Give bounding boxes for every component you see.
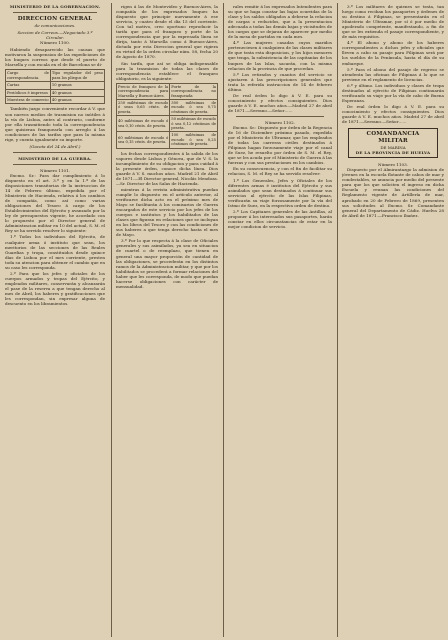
table-row — [117, 99, 218, 115]
paragraph: 5.º Para el abono del pasaje de regreso se atenderán las oficinas de Filipinas á lo que se previene en el reglamento de licencias. — [342, 66, 444, 82]
paragraph: Excmo. Sr.: Para dar cumplimiento á lo dispuesto en el art. 3.º y en la 1.ª de las disposiciones transitorias de la instruccion de 14 de Febrero último, expedida por el Ministerio de Hacienda, relativa á los cambios de compañía, como así como varias obligaciones del Tesoro á cargo de los Establecimientos del Ejército y avanzado por la ley de presupuestos vigente, he acordado con lo propuesto por el Director general de Administracion militar en 10 del actual, S. M. el Rey se ha servido resolver lo siguiente: — [5, 172, 105, 234]
column-rule — [337, 3, 338, 637]
circular-label: Circular. — [46, 35, 64, 41]
table-cell: Cartas — [6, 82, 51, 89]
paragraph: 2.º Los Capitanes generales de las Antillas, al proponer á los interesados sus pasaportes, harán constar en ellos circunstancias de estar en la mejor condicion de servicio. — [228, 208, 332, 229]
table-row — [6, 97, 105, 104]
paragraph: 1.º Todos los individuos del Ejército, de cualquier arma ó instituto que sean, los meritorios de las secciones de las Reales Guardias y tropa, constituidos desde quince días de Lisboa por el mes corriente, presten toda su atencion para obtener el cambio que en su caso les corresponda. — [5, 234, 105, 270]
paragraph: 4.º Las mujeres casadas cuyos maridos perteneciesen á cualquiera de las clases militares de que trata esta disposicion, y los hijos menores que tenga, la subsistencia de las capitanías de los buques de las Islas, sacarán, con la misma relacion de la provincia de que procedan. — [228, 40, 332, 71]
paragraph: De real órden lo digo á V. E. para su conocimiento y efectos consiguientes. Dios guarde á V. E. muchos años. Madrid 27 de abril de 1871.—Serrano.—Señor…… — [342, 103, 444, 125]
postage-table — [5, 69, 105, 104]
table-row — [6, 82, 105, 89]
number-label: Número 1100. — [40, 40, 70, 46]
paragraph: 3.º Por lo que respecta á la clase de Oficiales generales y sus asimilados, ya sea en situacion de cuartel o de reemplazo, que tienen en general una mayor proporción de cantidad de las obligaciones, se procederán en los distintos ramos de la Administracion militar, y que por los habilitados se procederá a formar relaciones del haber que les corresponda, de modo que puedan hacerse obligaciones con carácter de mensualidad. — [116, 238, 218, 289]
column-3 — [228, 4, 332, 636]
table-cell: 60 milésimas de escudo ó sea 0,15 cénts. de peseta. — [117, 132, 170, 148]
column-1 — [5, 4, 105, 636]
paragraph: mientras á la revista administrativa puedan cumplir lo dispuesto en el artículo anterior, al verificarse dicha acto en el próximo mes de Mayo se facilitarán á los comisarios de Guerra encargados de este servicio por los jefes de los cuerpos e institutos y los habilitados de las clases que figuran en relaciones que se incluyan en los libros del Tesoro y con las condiciones de sus haberes a que tenga derecho hasta el mes de Mayo. — [116, 186, 218, 238]
ministry-heading: MINISTERIO DE LA GUERRA. — [18, 155, 92, 161]
paragraph: Sin tarifa, que así se obliga indispensable para la trasmision de todas las clases de correspondencia establece el franqueo obligatorio, es la siguiente: — [116, 60, 218, 81]
box-subtitle: DE MARINA — [380, 145, 406, 151]
paragraph: También juzgo conveniente recordar á V. que son nuevos medios de trasmision no inútiles á la vía de Lisboa, antes al contrario, conforme por ella trasmitiendo toda la correspondencia que quisieran franquearla con arreglo á las condiciones de las tarifas que para la misma rige, y cuenta igualmente su importe. — [5, 106, 105, 142]
table-row — [117, 132, 218, 148]
paragraph: Excmo. Sr.: Dispuesto por órden de la Regencia de 16 de Diciembre próximo pasado, expedida por el Ministerio de Ultramar, que los empleados de todas las carreras civiles destinados á Filipinas hagan forzosamente viaje por el canal de Suez, he resuelto por órden de S. M. el Rey, que se les acuda por el Ministerio de Guerra á las fuerzas y con sus prestaciones en los cambios. — [228, 125, 332, 166]
paragraph: 3.º Los militares de quienes se trata, tan luego como reciban los pasaportes y órdenes de su destino á Filipinas, se presentarán en el Ministerio de Ultramar, por sí ó por medio de apoderado competente, manifestando, a fin de que se les extienda el pasaje correspondiente, y de más requisitos. — [342, 4, 444, 40]
paragraph: 4.º El abono y abono de los haberes correspondientes a dichos jefes y oficiales que lleven a cabo su pasaje para Filipinas será por los sueldos de la Península, hasta el día de su embarque. — [342, 40, 444, 66]
gazette-ref: (Gaceta del 24 de Abril.) — [29, 143, 81, 149]
paragraph: Habiendo desaparecido las causas que motivaron la suspension de las expediciones de los buques correos que desde el puerto de Marsella y con escala en el de Barcelona se di- — [5, 47, 105, 68]
column-rule — [111, 3, 112, 637]
paragraph: De real órden lo digo á V. E. para su conocimiento y efectos consiguientes. Dios guarde á V. E. muchos años.—Madrid 27 de abril de 1871.—Serrano.—Señor…… — [228, 92, 332, 113]
table-cell: 10 gramos — [50, 82, 104, 89]
column-2 — [116, 4, 218, 636]
paragraph: Dispuesto por el Almirantazgo la admision de jóvenes en la escuela flotante de cabos de mar y condestables, se anuncia por medio del presente para que los que soliciten el ingreso en dicha Escuela y reunan las condiciones del Reglamento vigente de Artillería de mar, aprobado en 20 de Febrero de 1869, presenten sus solicitudes al Excmo. Sr. Comandante general del Departamento de Cádiz. Huelva 28 de Abril de 1871.—Francisco Ibañez. — [342, 167, 444, 218]
paragraph: 5.º Los retirados y cuantos del servicio se ajustaren á las prescripciones generales que trata la referida instruccion de 14 de febrero último. — [228, 71, 332, 92]
divider — [236, 116, 324, 117]
divider — [13, 12, 97, 13]
table-cell: 40 gramos — [50, 97, 104, 104]
divider — [13, 152, 97, 153]
command-box — [348, 128, 438, 158]
table-cell: Periódicos é impresos — [6, 89, 51, 96]
paragraph: 6.º y último. Los individuos y clases de tropa destinados al ejército de Filipinas continuarán verificando su viaje por la vía de cabo de Buena Esperanza. — [342, 82, 444, 103]
table-row — [117, 116, 218, 132]
box-title: COMANDANCIA MILITAR — [366, 131, 420, 145]
table-cell: 50 milésimas de escudo ó sea 0,12 céntimos de peseta. — [171, 117, 216, 130]
paragraph: 2.º Para que los jefes y oficiales de los cuerpos armados y tropas del Ejército, y empleados militares, conservarán y alcanzarán el pase de la reserva a que tengan derecho al mes de Abril, los haberes y gratificaciones que les correspondan, sin expresar alguna de descuento en los libramientos. — [5, 270, 105, 307]
table-cell: 250 milésimas de escudo ó sean 0,65 cénts. de peseta. — [118, 100, 169, 114]
number-label: Número 1102. — [265, 119, 295, 125]
table-cell: 40 gramos — [50, 89, 104, 96]
table-cell: Muestras de comercio — [7, 98, 49, 103]
table-cell: 100 milésimas de escudo ó sea 0,25 céntimos de peseta. — [171, 133, 216, 147]
table-header: Porte de la correspondencia no franqueada — [171, 84, 216, 98]
section-label: Seccion de Correos.—Negociado 3.º — [17, 30, 93, 36]
box-subtitle: DE LA PROVINCIA DE HUELVA — [355, 150, 431, 156]
column-4 — [342, 4, 444, 636]
paragraph: los fechas correspondientes á la salida de los vapores desde Lisboa y Génova, que de V. S. la incumplimiento de su obligacion y para cuidad á la presente órden, conoce dicha línea. Dios guarde á V. S. muchos años. Madrid 21 de Abril de 1871.—El Director general, Nicolás Mendoza.—Sr. Director de las Salas de Hacienda. — [116, 150, 218, 186]
table-header: Tipo regulador del peso para los pliegos de — [51, 71, 103, 80]
dept-heading: DIRECCION GENERAL — [17, 16, 93, 23]
table-cell: 40 milésimas de escudo ó sea 0,10 cénts. de peseta. — [117, 116, 170, 132]
divider — [13, 164, 97, 165]
table-row — [6, 89, 105, 96]
paragraph: 1.º Los Generales, Jefes y Oficiales de los diferentes armas é institutos del Ejército y sus asimilados que sean destinados á continuar sus servicios al ejército de las Islas Filipinas, verificarán su viaje forzosamente por la vía del Istmo de Suez, en la respectiva orden de destino. — [228, 177, 332, 208]
table-header: Precio de franqueo de la correspondencia para Marsella y Buenos-Aires. — [118, 84, 169, 98]
number-label: Número 1101. — [40, 167, 70, 173]
paragraph: rales remitir á los expresados Intendentes para su que se haga constar las bajas ocurridas de la clase y los saldos obligados a deberse la relacion de cargas o reducidos, que a la presentacion adecuada a todas las demás bajas y vicisitudes de los cargos que se dejaran de aparecer por medio de la mesa de partidas en cada mes. — [228, 4, 332, 40]
paragraph: rigen á las de Montevideo y Buenos-Aires, la compañía de los expresados buques ha dispuesto que principie nuevamente á ese servicio, y cuatro desde el día 15 del corriente. Con tal motivo, creo oportuno reproducir la tarifa que para el franqueo y porte de la correspondencia que por la expresada línea se dirija, tanto á Marsella como á Buenos-Aires, dictada por esta Direccion general que rigiera en virtud de la orden circular núm. 58, fecha 20 de Agosto de 1870. — [116, 4, 218, 60]
table-header: Cargo de correspondencia. — [7, 71, 49, 80]
paragraph: En su consecuencia, y con el fin de facilitar su relacion, S. M. el Rey se ha servido resolver: — [228, 166, 332, 177]
ministry-heading: MINISTERIO DE LA GOBERNACION. — [9, 4, 101, 9]
dept-subheading: de comunicaciones. — [34, 23, 76, 29]
table-cell: 300 milésimas de escudo ó sea 0,75 céntimos de peseta. — [171, 100, 216, 114]
postage-table-cont — [116, 83, 218, 149]
number-label: Número 1103. — [378, 162, 408, 168]
column-rule — [223, 3, 224, 637]
